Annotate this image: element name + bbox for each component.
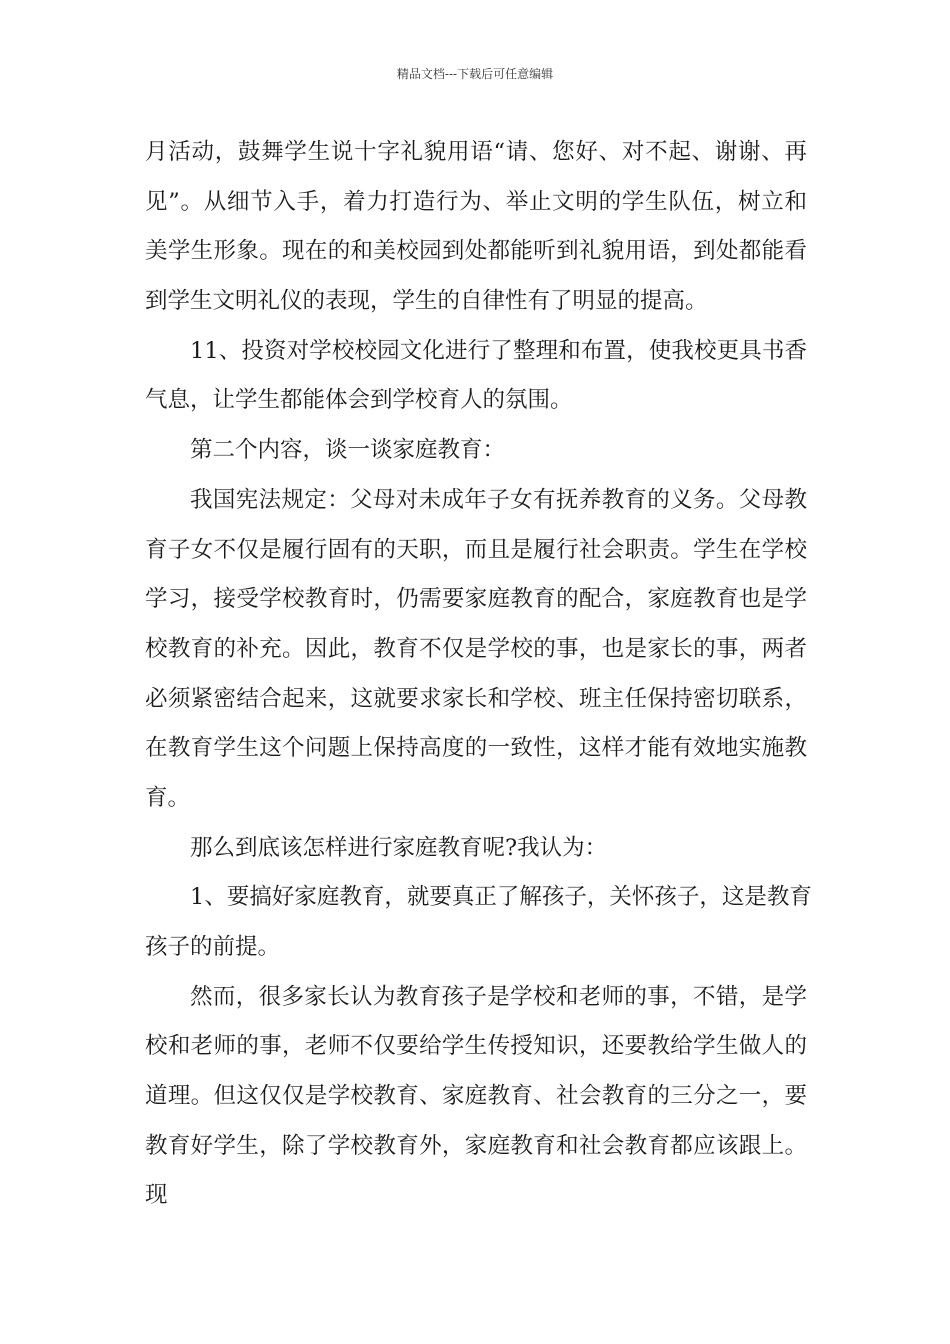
text-line: 然而，很多家长认为教育孩子是学校和老师的事，不错，是学 <box>190 983 807 1010</box>
text-line: 那么到底该怎样进行家庭教育呢?我认为： <box>190 834 608 861</box>
text-line: 校教育的补充。因此，教育不仅是学校的事，也是家长的事，两者 <box>145 635 807 662</box>
text-line: 现 <box>145 1182 168 1209</box>
text-line: 11、投资对学校校园文化进行了整理和布置，使我校更具书香 <box>190 337 807 364</box>
document-body <box>145 128 812 1221</box>
text-line: 到学生文明礼仪的表现，学生的自律性有了明显的提高。 <box>145 288 708 315</box>
text-line: 道理。但这仅仅是学校教育、家庭教育、社会教育的三分之一，要 <box>145 1083 807 1110</box>
text-line: 必须紧密结合起来，这就要求家长和学校、班主任保持密切联系， <box>145 685 807 712</box>
text-line: 育。 <box>145 784 191 811</box>
text-line: 校和老师的事，老师不仅要给学生传授知识，还要教给学生做人的 <box>145 1033 807 1060</box>
text-line: 在教育学生这个问题上保持高度的一致性，这样才能有效地实施教 <box>145 735 807 762</box>
text-line: 学习，接受学校教育时，仍需要家庭教育的配合，家庭教育也是学 <box>145 586 807 613</box>
text-line: 孩子的前提。 <box>145 934 281 960</box>
section-heading: 第二个内容，谈一谈家庭教育： <box>190 437 506 464</box>
page-header: 精品文档---下载后可任意编辑 <box>396 67 554 81</box>
text-line: 1、要搞好家庭教育，就要真正了解孩子，关怀孩子，这是教育 <box>190 884 812 911</box>
text-line: 我国宪法规定：父母对未成年子女有抚养教育的义务。父母教 <box>190 486 807 513</box>
text-line: 美学生形象。现在的和美校园到处都能听到礼貌用语，到处都能看 <box>145 238 807 265</box>
text-line: 见”。从细节入手，着力打造行为、举止文明的学生队伍，树立和 <box>145 188 807 215</box>
text-line: 育子女不仅是履行固有的天职，而且是履行社会职责。学生在学校 <box>145 536 807 563</box>
text-line: 月活动，鼓舞学生说十字礼貌用语“请、您好、对不起、谢谢、再 <box>145 139 807 165</box>
text-line: 教育好学生，除了学校教育外，家庭教育和社会教育都应该跟上。 <box>145 1132 807 1159</box>
text-line: 气息，让学生都能体会到学校育人的氛围。 <box>145 387 573 414</box>
